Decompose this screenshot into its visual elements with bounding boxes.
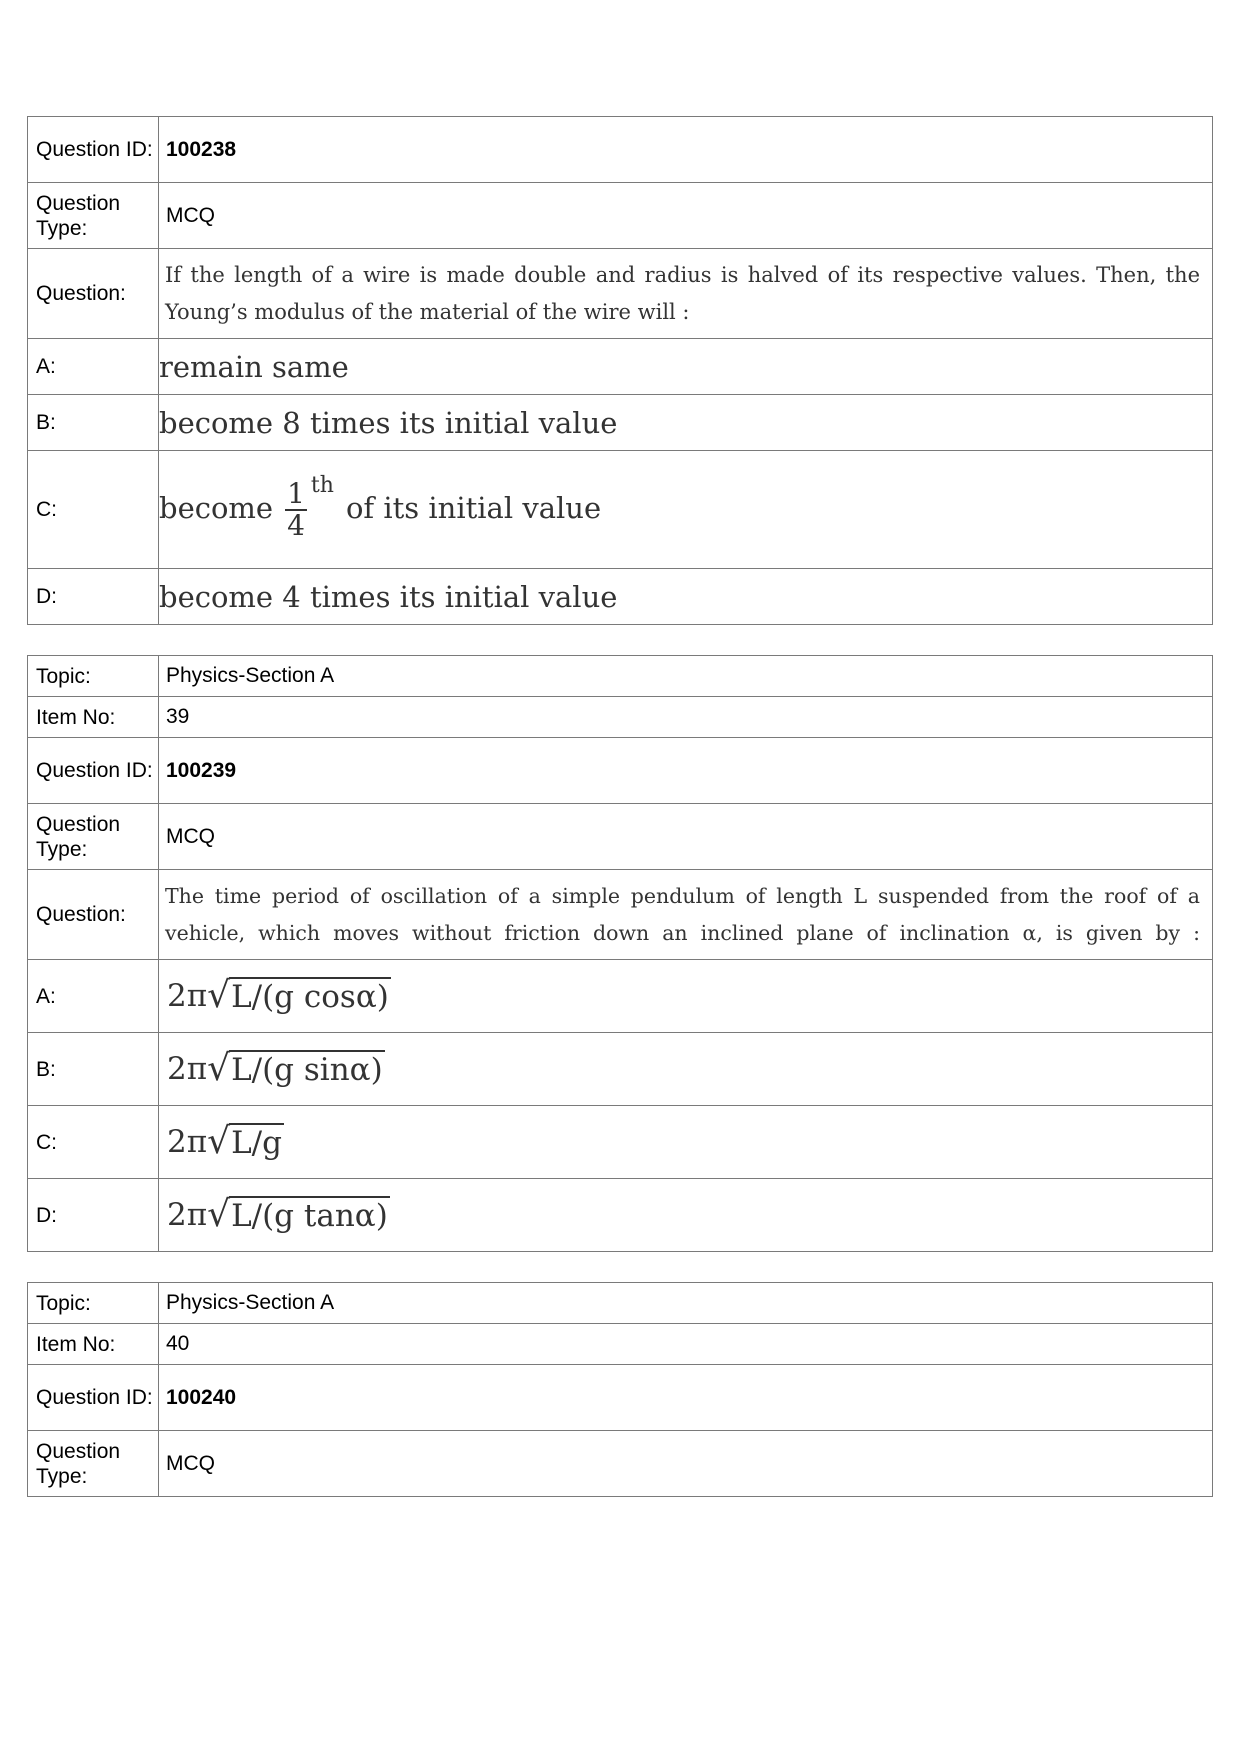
option-c-label: C: xyxy=(28,1106,159,1179)
item-no-label: Item No: xyxy=(28,697,159,738)
option-d-text: become 4 times its initial value xyxy=(159,569,1213,625)
question-text xyxy=(159,249,1213,339)
option-b-formula xyxy=(159,1033,1213,1106)
fraction-numerator: 1 xyxy=(287,476,305,510)
option-b-label: B: xyxy=(28,395,159,451)
option-a-text: remain same xyxy=(159,339,1213,395)
question-type-label: Question Type: xyxy=(28,183,159,249)
topic-label: Topic: xyxy=(28,1283,159,1324)
item-no-value: 40 xyxy=(159,1324,1213,1365)
sqrt: √ L/g xyxy=(207,1121,282,1162)
formula-prefix: 2π xyxy=(167,1051,208,1087)
fraction xyxy=(285,476,307,542)
topic-value: Physics-Section A xyxy=(159,1283,1213,1324)
question-table-100239 xyxy=(27,655,1213,1252)
formula-prefix: 2π xyxy=(167,978,208,1014)
question-label: Question: xyxy=(28,870,159,960)
sqrt-argument: L/(g sinα) xyxy=(231,1052,383,1088)
superscript-th: th xyxy=(310,472,334,498)
formula-prefix: 2π xyxy=(167,1124,208,1160)
option-c-label: C: xyxy=(28,451,159,569)
question-type-value: MCQ xyxy=(159,804,1213,870)
question-type-label: Question Type: xyxy=(28,1431,159,1497)
sqrt-argument: L/(g tanα) xyxy=(231,1198,388,1234)
topic-value: Physics-Section A xyxy=(159,656,1213,697)
sqrt: √ L/(g sinα) xyxy=(207,1048,383,1089)
sqrt: √ L/(g cosα) xyxy=(207,975,389,1016)
option-c-formula xyxy=(159,1106,1213,1179)
option-c-text xyxy=(159,451,1213,569)
item-no-label: Item No: xyxy=(28,1324,159,1365)
question-type-value: MCQ xyxy=(159,1431,1213,1497)
option-c-prefix: become xyxy=(159,490,274,525)
question-text-line-2: vehicle, which moves without friction down an inclined plane of inclination α, is given by : xyxy=(165,920,1200,945)
question-id-value: 100238 xyxy=(159,117,1213,183)
question-text xyxy=(159,870,1213,960)
sqrt-argument: L/g xyxy=(231,1125,282,1161)
option-c-suffix: of its initial value xyxy=(345,490,602,525)
question-label: Question: xyxy=(28,249,159,339)
question-id-value: 100239 xyxy=(159,738,1213,804)
question-text-line-2: Young’s modulus of the material of the wire will : xyxy=(165,299,690,324)
option-b-label: B: xyxy=(28,1033,159,1106)
option-a-label: A: xyxy=(28,960,159,1033)
question-id-label: Question ID: xyxy=(28,738,159,804)
sqrt-argument: L/(g cosα) xyxy=(231,979,389,1015)
option-d-formula xyxy=(159,1179,1213,1252)
option-a-label: A: xyxy=(28,339,159,395)
question-text-line-1: If the length of a wire is made double and radius is halved of its respective values. Then, the xyxy=(165,262,1200,287)
option-d-label: D: xyxy=(28,569,159,625)
sqrt: √ L/(g tanα) xyxy=(207,1194,388,1235)
question-table-100238 xyxy=(27,116,1213,625)
question-type-label: Question Type: xyxy=(28,804,159,870)
option-d-label: D: xyxy=(28,1179,159,1252)
option-b-text: become 8 times its initial value xyxy=(159,395,1213,451)
fraction-denominator: 4 xyxy=(287,508,305,542)
topic-label: Topic: xyxy=(28,656,159,697)
question-id-label: Question ID: xyxy=(28,117,159,183)
question-id-label: Question ID: xyxy=(28,1365,159,1431)
option-a-formula xyxy=(159,960,1213,1033)
item-no-value: 39 xyxy=(159,697,1213,738)
question-type-value: MCQ xyxy=(159,183,1213,249)
question-table-100240 xyxy=(27,1282,1213,1497)
formula-prefix: 2π xyxy=(167,1197,208,1233)
question-id-value: 100240 xyxy=(159,1365,1213,1431)
question-text-line-1: The time period of oscillation of a simple pendulum of length L suspended from the roof of a xyxy=(165,883,1200,908)
